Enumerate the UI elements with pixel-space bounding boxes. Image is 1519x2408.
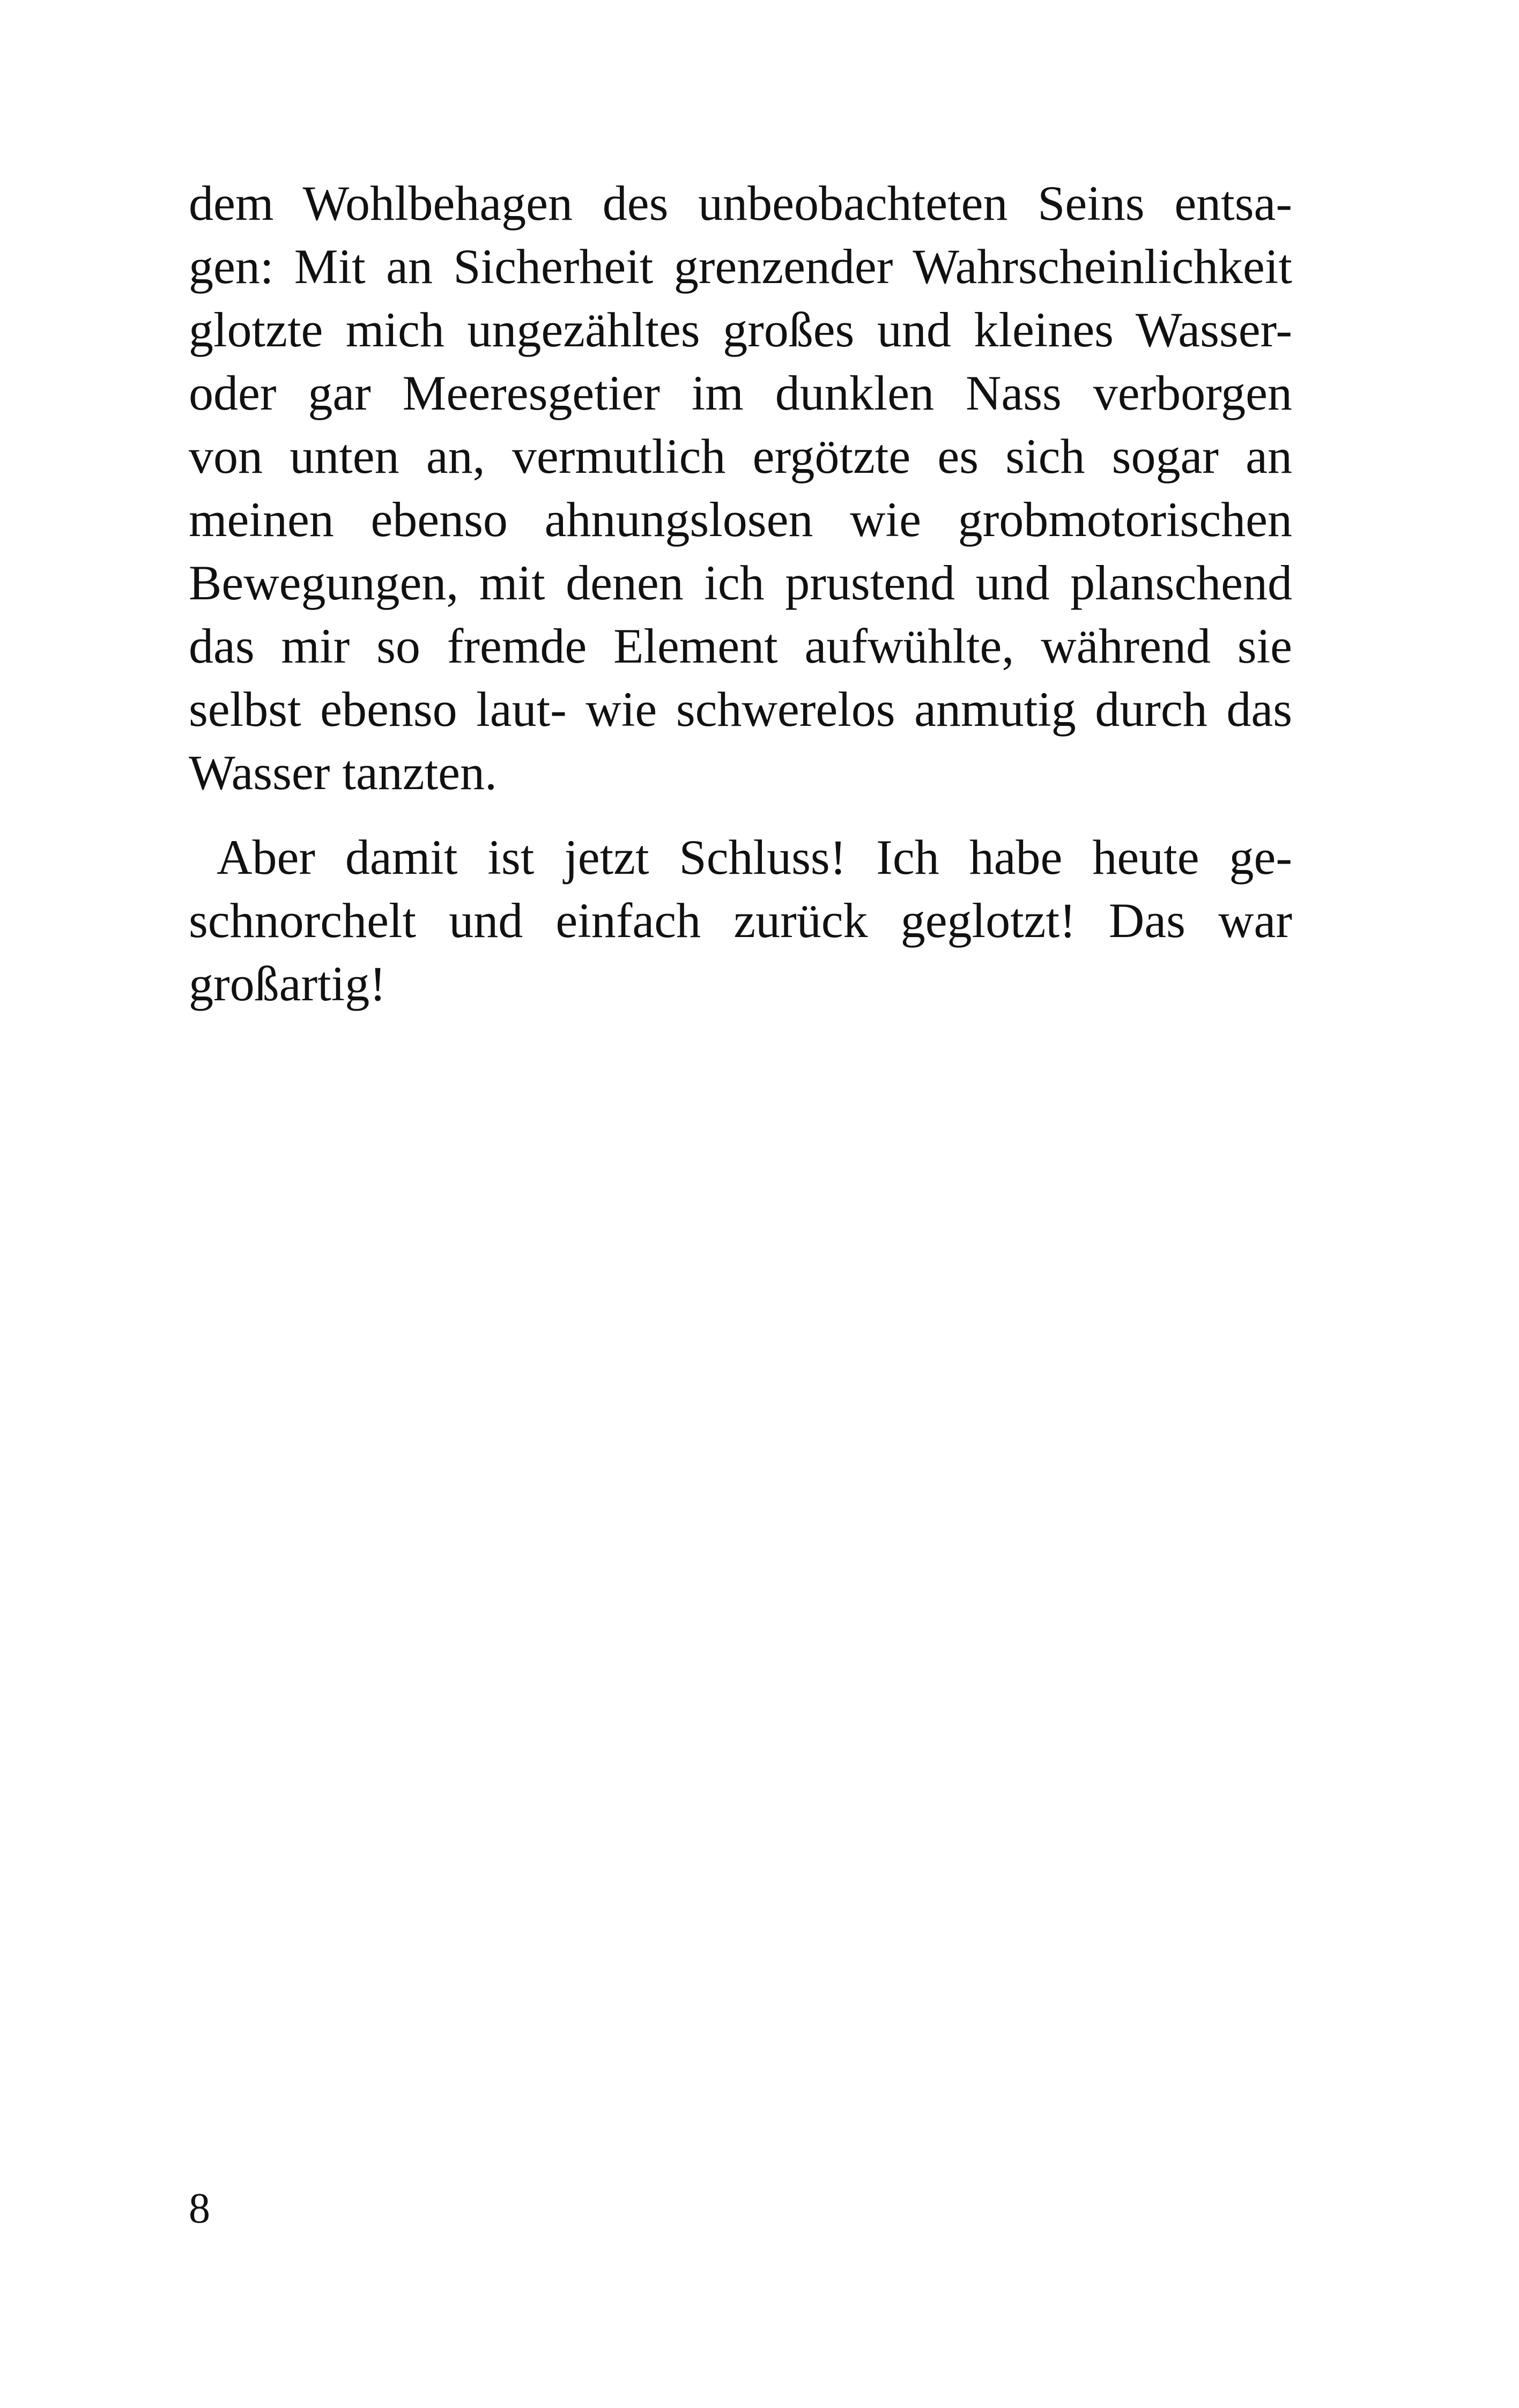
paragraph-1 [189, 172, 1292, 804]
body-text [189, 172, 1292, 1015]
text-line: meinen ebenso ahnungslosen wie grobmotorischen [189, 492, 1292, 547]
text-line: großartig! [189, 956, 386, 1011]
text-line: dem Wohlbehagen des unbeobachteten Seins entsa- [189, 176, 1292, 231]
text-line: oder gar Meeresgetier im dunklen Nass verborgen [189, 366, 1292, 420]
text-line: selbst ebenso laut- wie schwerelos anmutig durch das [189, 682, 1292, 737]
text-line: Aber damit ist jetzt Schluss! Ich habe heute ge- [217, 830, 1292, 885]
page-number: 8 [189, 2185, 210, 2232]
text-line: Bewegungen, mit denen ich prustend und planschend [189, 555, 1292, 610]
text-line: von unten an, vermutlich ergötzte es sich sogar an [189, 429, 1292, 484]
text-line: gen: Mit an Sicherheit grenzender Wahrscheinlichkeit [189, 239, 1292, 294]
paragraph-2 [189, 826, 1292, 1015]
text-line: glotzte mich ungezähltes großes und kleines Wasser- [189, 302, 1292, 357]
text-line: das mir so fremde Element aufwühlte, während sie [189, 619, 1292, 673]
text-line: Wasser tanzten. [189, 745, 497, 800]
text-line: schnorchelt und einfach zurück geglotzt! Das war [189, 893, 1292, 948]
paragraph-spacer [189, 804, 1292, 826]
